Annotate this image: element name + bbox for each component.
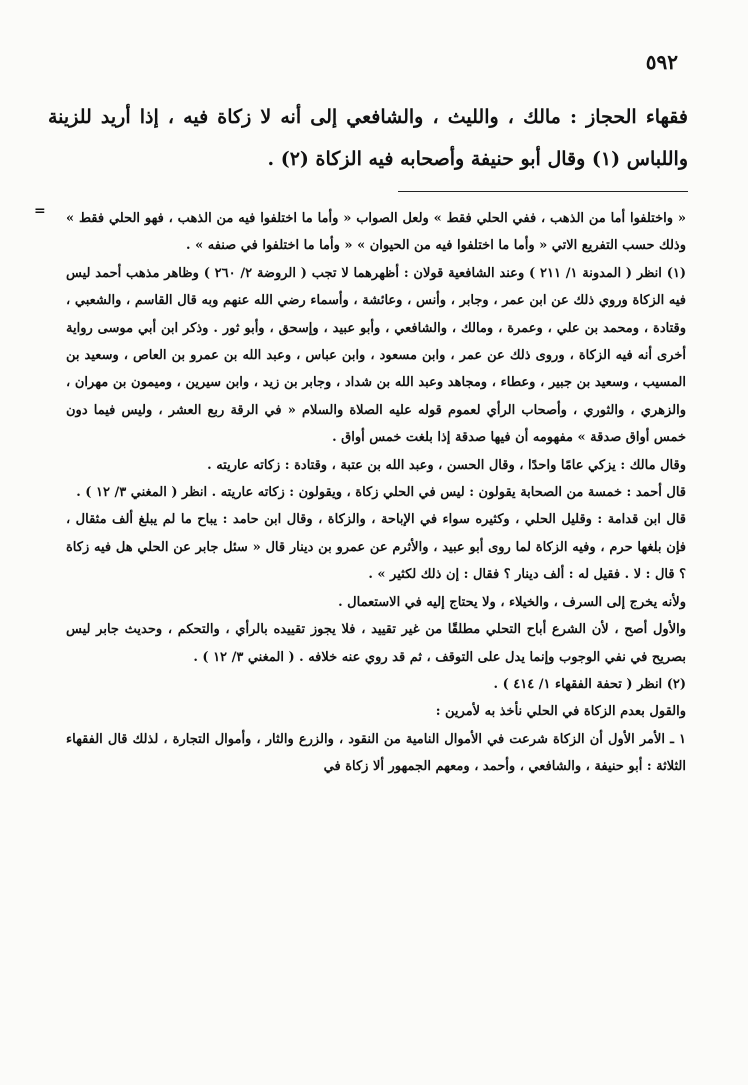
main-text: فقهاء الحجاز : مالك ، والليث ، والشافعي إلى أنه لا زكاة فيه ، إذا أريد للزينة واللباس (١) وقال أبو حنيفة وأصحابه فيه الزكاة (٢) .: [48, 106, 688, 170]
footnote-continuation: « واختلفوا أما من الذهب ، ففي الحلي فقط » ولعل الصواب « وأما ما اختلفوا فيه من الذهب ، فهو الحلي فقط » وذلك حسب التفريع الاتي « وأما ما اختلفوا فيه من الحيوان » « وأما ما اختلفوا في صنفه » .: [66, 211, 686, 254]
footnote-paragraph: قال ابن قدامة : وقليل الحلي ، وكثيره سواء في الإباحة ، والزكاة ، وقال ابن حامد : يباح ما لم يبلغ ألف مثقال ، فإن بلغها حرم ، وفيه الزكاة لما روى أبو عبيد ، والأثرم عن عمرو بن دينار قال « سئل جابر عن الحلي هل فيه زكاة ؟ قال : لا . فقيل له : ألف دينار ؟ فقال : إن ذلك لكثير » .: [66, 512, 686, 583]
footnote-paragraph: وقال مالك : يزكي عامًا واحدًا ، وقال الحسن ، وعبد الله بن عتبة ، وقتادة : زكاته عاريته .: [207, 457, 686, 473]
footnote-paragraph: قال أحمد : خمسة من الصحابة يقولون : ليس في الحلي زكاة ، ويقولون : زكاته عاريته . انظر ( المغني ٣/ ١٢ ) .: [76, 485, 686, 501]
footnote-paragraph: والقول بعدم الزكاة في الحلي نأخذ به لأمرين :: [435, 704, 686, 720]
footnote-1: (١) انظر ( المدونة ١/ ٢١١ ) وعند الشافعية قولان : أظهرهما لا تجب ( الروضة ٢/ ٢٦٠ ) وظاهر مذهب أحمد ليس فيه الزكاة وروي ذلك عن ابن عمر ، وجابر ، وأنس ، وعائشة ، وأسماء رضي الله عنهم وبه قال القاسم ، والشعبي ، وقتادة ، ومحمد بن علي ، وعمرة ، ومالك ، والشافعي ، وأبو عبيد ، وإسحق ، وأبو ثور . وذكر ابن أبي موسى رواية أخرى أنه فيه الزكاة ، وروى ذلك عن عمر ، وابن مسعود ، وابن عباس ، وعبد الله بن عمرو بن العاص ، وسعيد بن المسيب ، وسعيد بن جبير ، وعطاء ، ومجاهد وعبد الله بن شداد ، وجابر بن زيد ، وابن سيرين ، وميمون بن مهران ، والزهري ، والثوري ، وأصحاب الرأي لعموم قوله عليه الصلاة والسلام « في الرقة ربع العشر ، وليس فيما دون خمس أواق صدقة » مفهومه أن فيها صدقة إذا بلغت خمس أواق .: [66, 265, 687, 446]
continuation-marker: =: [34, 203, 46, 219]
footnote-paragraph: والأول أصح ، لأن الشرع أباح التحلي مطلقًا من غير تقييد ، فلا يجوز تقييده بالرأي ، والتحكم ، وحديث جابر ليس بصريح في نفي الوجوب وإنما يدل على التوقف ، ثم قد روي عنه خلافه . ( المغني ٣/ ١٢ ) .: [66, 622, 687, 665]
footnote-2: (٢) انظر ( تحفة الفقهاء ١/ ٤١٤ ) .: [493, 676, 686, 692]
footnote-paragraph: ١ ـ الأمر الأول أن الزكاة شرعت في الأموال النامية من النقود ، والزرع والثار ، وأموال التجارة ، لذلك قال الفقهاء الثلاثة : أبو حنيفة ، والشافعي ، وأحمد ، ومعهم الجمهور ألا زكاة في: [66, 731, 686, 775]
footnotes: [66, 205, 686, 781]
footnote-paragraph: ولأنه يخرج إلى السرف ، والخيلاء ، ولا يحتاج إليه في الاستعمال .: [338, 594, 686, 610]
footnote-divider: [398, 191, 688, 192]
page-number: ٥٩٢: [645, 50, 678, 74]
